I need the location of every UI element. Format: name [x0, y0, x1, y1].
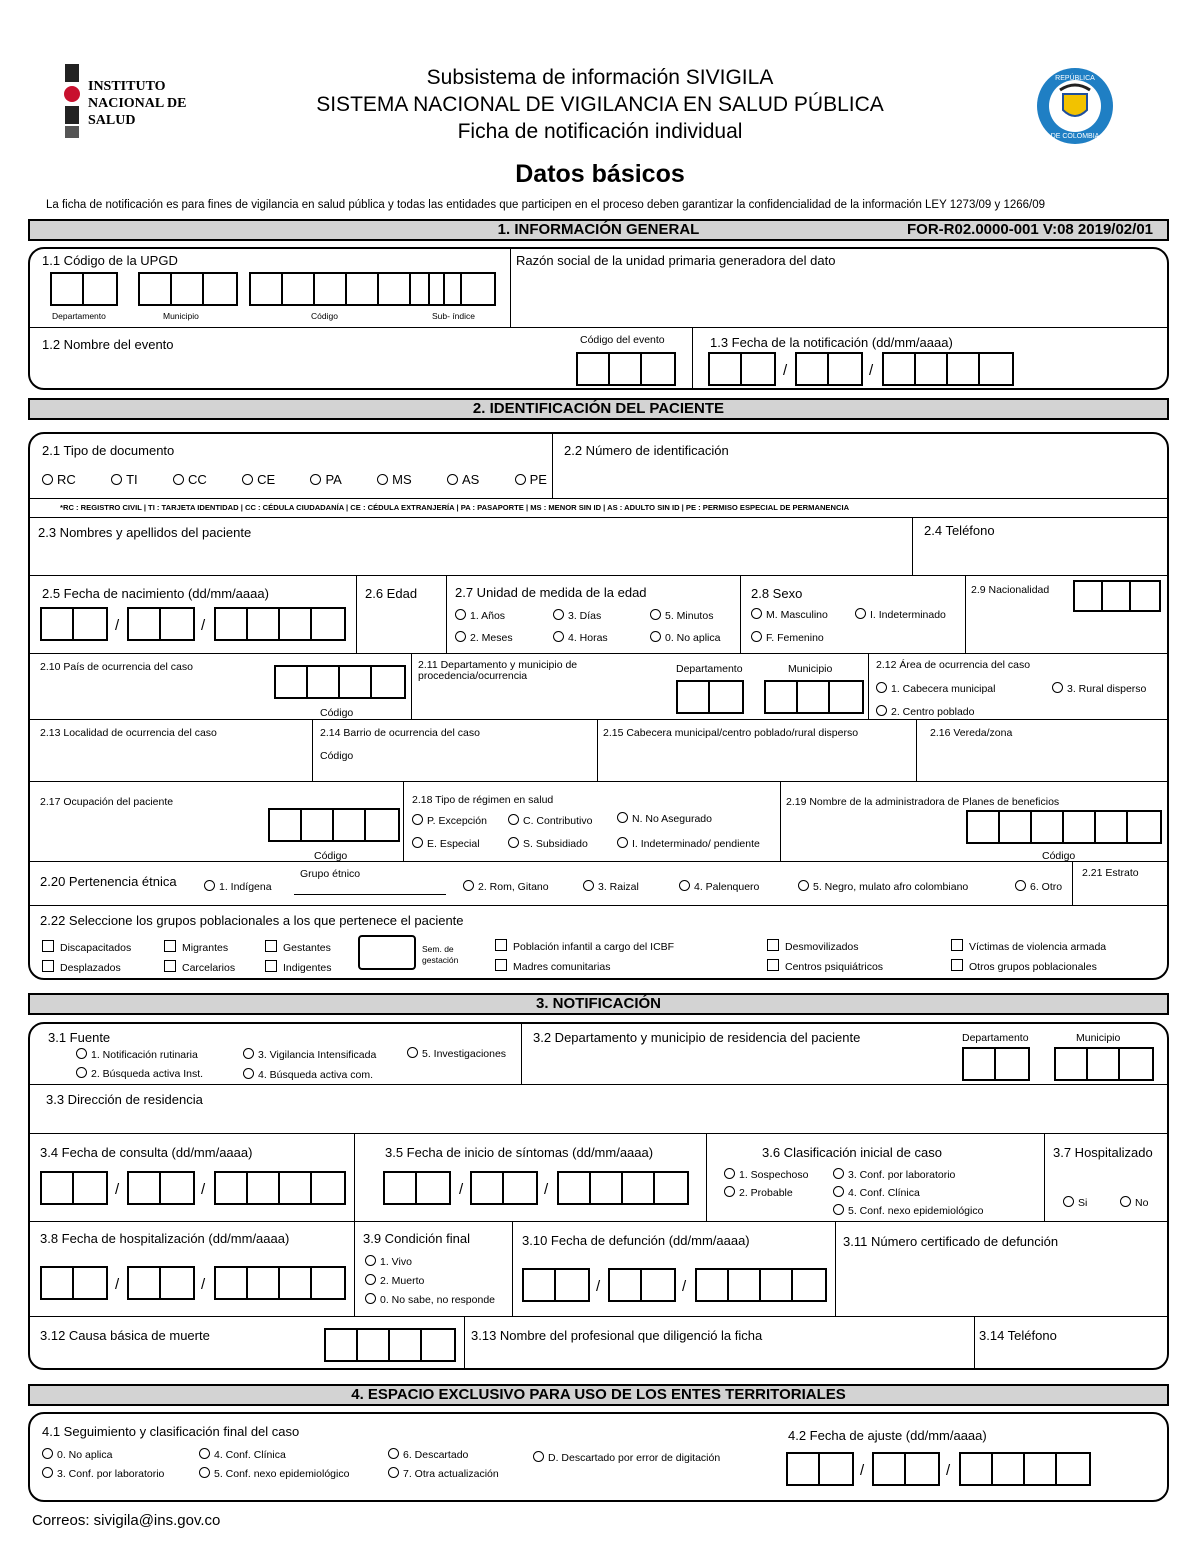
- upgd-code-boxes[interactable]: [249, 272, 445, 306]
- vereda-label: 2.16 Vereda/zona: [930, 727, 1013, 739]
- fnac-label: 2.5 Fecha de nacimiento (dd/mm/aaaa): [42, 586, 269, 601]
- footer-email[interactable]: Correos: sivigila@ins.gov.co: [32, 1512, 221, 1529]
- clasif-1[interactable]: 1. Sospechoso: [724, 1168, 808, 1181]
- localidad-label: 2.13 Localidad de ocurrencia del caso: [40, 727, 217, 739]
- area-centro[interactable]: 2. Centro poblado: [876, 705, 974, 718]
- area-cabecera[interactable]: 1. Cabecera municipal: [876, 682, 995, 695]
- fhosp-dd[interactable]: [40, 1266, 108, 1300]
- etnia-label: 2.20 Pertenencia étnica: [40, 874, 177, 889]
- fsint-aaaa[interactable]: [557, 1171, 689, 1205]
- tel-prof-label: 3.14 Teléfono: [979, 1328, 1057, 1343]
- fuente-label: 3.1 Fuente: [48, 1030, 111, 1045]
- fsint-dd[interactable]: [383, 1171, 451, 1205]
- cod-label: Código: [311, 311, 338, 321]
- regimen-n[interactable]: N. No Asegurado: [617, 812, 712, 825]
- ocup-codigo-label: Código: [314, 850, 348, 862]
- unidad-label: 2.7 Unidad de medida de la edad: [455, 585, 647, 600]
- etnia-indigena[interactable]: 1. Indígena: [204, 880, 272, 893]
- grupo-gestantes[interactable]: Gestantes: [265, 940, 331, 954]
- ocup-boxes[interactable]: [268, 808, 400, 842]
- grupo-victimas[interactable]: Víctimas de violencia armada: [951, 939, 1106, 953]
- semanas-label: Sem. de gestación: [422, 944, 459, 965]
- fuente-3[interactable]: 3. Vigilancia Intensificada: [243, 1048, 376, 1061]
- upgd-dep-boxes[interactable]: [50, 272, 118, 306]
- hosp-si[interactable]: Si: [1063, 1196, 1087, 1209]
- doc-as[interactable]: AS: [447, 472, 479, 487]
- upgd-sub-boxes[interactable]: [428, 272, 496, 306]
- section-1-band: [28, 219, 1169, 241]
- nac-label: 2.9 Nacionalidad: [971, 584, 1050, 596]
- num-id-label: 2.2 Número de identificación: [564, 443, 729, 458]
- unidad-minutos[interactable]: 5. Minutos: [650, 609, 713, 622]
- grupo-indigentes[interactable]: Indigentes: [265, 960, 331, 974]
- depres-mun-label: Municipio: [1076, 1032, 1121, 1044]
- admin-boxes[interactable]: [966, 810, 1162, 844]
- sexo-m[interactable]: M. Masculino: [751, 608, 828, 621]
- doc-ti[interactable]: TI: [111, 472, 138, 487]
- fcons-mm[interactable]: [127, 1171, 195, 1205]
- clasif-2[interactable]: 2. Probable: [724, 1186, 793, 1199]
- cond-muerto[interactable]: 2. Muerto: [365, 1274, 424, 1287]
- dir-label: 3.3 Dirección de residencia: [46, 1092, 203, 1107]
- seal-text-bottom: DE COLOMBIA: [1050, 133, 1100, 140]
- sexo-f[interactable]: F. Femenino: [751, 631, 824, 644]
- estrato-label: 2.21 Estrato: [1082, 867, 1139, 879]
- depmun-mun-boxes[interactable]: [764, 680, 864, 714]
- ins-name-3: SALUD: [88, 113, 136, 128]
- fecha-not-dd[interactable]: [708, 352, 776, 386]
- area-label: 2.12 Área de ocurrencia del caso: [876, 659, 1031, 671]
- depmun-label: 2.11 Departamento y municipio de procedencia/ocurrencia: [418, 659, 578, 682]
- cond-nosabe[interactable]: 0. No sabe, no responde: [365, 1293, 495, 1306]
- regimen-label: 2.18 Tipo de régimen en salud: [412, 794, 554, 806]
- seg-6[interactable]: 6. Descartado: [388, 1448, 468, 1461]
- hosp-label: 3.7 Hospitalizado: [1053, 1145, 1153, 1160]
- ins-logo: [62, 64, 192, 140]
- seg-label: 4.1 Seguimiento y clasificación final del caso: [42, 1424, 300, 1439]
- causa-boxes[interactable]: [324, 1328, 456, 1362]
- depres-mun-boxes[interactable]: [1054, 1047, 1154, 1081]
- clasif-5[interactable]: 5. Conf. nexo epidemiológico: [833, 1204, 983, 1217]
- grupo-icbf[interactable]: Población infantil a cargo del ICBF: [495, 939, 674, 953]
- unidad-meses[interactable]: 2. Meses: [455, 631, 513, 644]
- pais-label: 2.10 País de ocurrencia del caso: [40, 661, 193, 673]
- section-2-title: 2. IDENTIFICACIÓN DEL PACIENTE: [472, 400, 725, 417]
- fajuste-dd[interactable]: [786, 1452, 854, 1486]
- depres-label: 3.2 Departamento y municipio de residencia del paciente: [533, 1030, 861, 1045]
- ins-name-2: NACIONAL DE: [88, 96, 187, 111]
- unidad-dias[interactable]: 3. Días: [553, 609, 601, 622]
- fcons-aaaa[interactable]: [214, 1171, 346, 1205]
- prof-label: 3.13 Nombre del profesional que diligenció la ficha: [471, 1328, 763, 1343]
- grupos-label: 2.22 Seleccione los grupos poblacionales a los que pertenece el paciente: [40, 913, 464, 928]
- ocup-label: 2.17 Ocupación del paciente: [40, 796, 174, 808]
- fajuste-mm[interactable]: [872, 1452, 940, 1486]
- section-1-title: 1. INFORMACIÓN GENERAL: [497, 221, 700, 238]
- semanas-box[interactable]: [358, 935, 416, 970]
- fnac-mm[interactable]: [127, 607, 195, 641]
- subsystem-title: Subsistema de información SIVIGILA: [426, 66, 774, 89]
- etnia-raizal[interactable]: 3. Raizal: [583, 880, 639, 893]
- confidentiality-notice: La ficha de notificación es para fines de vigilancia en salud pública y todas las entidades que participen en el proceso deben garantizar la confidencialidad de la información LEY 1273/09 y 1266/09: [46, 199, 1046, 211]
- fuente-2[interactable]: 2. Búsqueda activa Inst.: [76, 1067, 203, 1080]
- cod-evento-label: Código del evento: [580, 334, 665, 346]
- section-4-band: [28, 1384, 1169, 1406]
- nac-boxes[interactable]: [1073, 580, 1161, 612]
- fuente-5[interactable]: 5. Investigaciones: [407, 1047, 506, 1060]
- regimen-c[interactable]: C. Contributivo: [508, 814, 592, 827]
- colombia-seal: [1030, 66, 1120, 146]
- cert-label: 3.11 Número certificado de defunción: [843, 1234, 1059, 1249]
- grupo-carcelarios[interactable]: Carcelarios: [164, 960, 235, 974]
- doc-cc[interactable]: CC: [173, 472, 207, 487]
- depmun-dep-label: Departamento: [676, 663, 743, 675]
- regimen-p[interactable]: P. Excepción: [412, 814, 487, 827]
- tipo-doc-label: 2.1 Tipo de documento: [42, 443, 175, 458]
- regimen-e[interactable]: E. Especial: [412, 837, 480, 850]
- clasif-label: 3.6 Clasificación inicial de caso: [762, 1145, 942, 1160]
- seg-3[interactable]: 3. Conf. por laboratorio: [42, 1467, 164, 1480]
- sub-label: Sub- índice: [432, 311, 475, 321]
- seg-0[interactable]: 0. No aplica: [42, 1448, 112, 1461]
- barrio-codigo-label: Código: [320, 750, 354, 762]
- fcons-label: 3.4 Fecha de consulta (dd/mm/aaaa): [40, 1145, 253, 1160]
- clasif-4[interactable]: 4. Conf. Clínica: [833, 1186, 920, 1199]
- fhosp-label: 3.8 Fecha de hospitalización (dd/mm/aaaa): [40, 1231, 290, 1246]
- cabecera-label: 2.15 Cabecera municipal/centro poblado/rural disperso: [603, 727, 859, 739]
- causa-label: 3.12 Causa básica de muerte: [40, 1328, 210, 1343]
- fnac-aaaa[interactable]: [214, 607, 346, 641]
- area-rural[interactable]: 3. Rural disperso: [1052, 682, 1146, 695]
- edad-label: 2.6 Edad: [365, 586, 418, 601]
- fecha-not-mm[interactable]: [795, 352, 863, 386]
- section-2-panel: [28, 432, 1169, 980]
- fhosp-aaaa[interactable]: [214, 1266, 346, 1300]
- etnia-palenquero[interactable]: 4. Palenquero: [679, 880, 759, 893]
- doc-pa[interactable]: PA: [310, 472, 341, 487]
- section-2-band: [28, 398, 1169, 420]
- dep-label: Departamento: [52, 311, 106, 321]
- fecha-not-label: 1.3 Fecha de la notificación (dd/mm/aaaa): [710, 335, 953, 350]
- doc-legend: *RC : REGISTRO CIVIL | TI : TARJETA IDENTIDAD | CC : CÉDULA CIUDADANÍA | CE : CÉDULA EXTRANJERÍA | PA : PASAPORTE | MS : MENOR SIN ID | AS : ADULTO SIN ID | PE : PERMISO ESPECIAL DE PERMANENCIA: [60, 503, 850, 512]
- seal-text-top: REPÚBLICA: [1055, 75, 1095, 82]
- doc-pe[interactable]: PE: [515, 472, 547, 487]
- unidad-horas[interactable]: 4. Horas: [553, 631, 608, 644]
- fdef-mm[interactable]: [608, 1268, 676, 1302]
- barrio-label: 2.14 Barrio de ocurrencia del caso: [320, 727, 480, 739]
- fsint-mm[interactable]: [470, 1171, 538, 1205]
- sexo-i[interactable]: I. Indeterminado: [855, 608, 946, 621]
- etnia-otro[interactable]: 6. Otro: [1015, 880, 1062, 893]
- etnia-negro[interactable]: 5. Negro, mulato afro colombiano: [798, 880, 968, 893]
- nombres-label: 2.3 Nombres y apellidos del paciente: [38, 525, 252, 540]
- grupo-discapacitados[interactable]: Discapacitados: [42, 940, 131, 954]
- seg-4[interactable]: 4. Conf. Clínica: [199, 1448, 286, 1461]
- doc-rc[interactable]: RC: [42, 472, 76, 487]
- tel-label: 2.4 Teléfono: [924, 523, 995, 538]
- doc-ms[interactable]: MS: [377, 472, 412, 487]
- grupo-migrantes[interactable]: Migrantes: [164, 940, 228, 954]
- grupo-madres[interactable]: Madres comunitarias: [495, 959, 610, 973]
- section-3-title: 3. NOTIFICACIÓN: [535, 995, 661, 1012]
- grupo-otros[interactable]: Otros grupos poblacionales: [951, 959, 1097, 973]
- fdef-label: 3.10 Fecha de defunción (dd/mm/aaaa): [522, 1233, 750, 1248]
- section-3-band: [28, 993, 1169, 1015]
- grupo-desplazados[interactable]: Desplazados: [42, 960, 121, 974]
- sexo-label: 2.8 Sexo: [751, 586, 803, 601]
- etnia-rom[interactable]: 2. Rom, Gitano: [463, 880, 549, 893]
- evento-code-boxes[interactable]: [576, 352, 676, 386]
- depmun-mun-label: Municipio: [788, 663, 833, 675]
- fhosp-mm[interactable]: [127, 1266, 195, 1300]
- fajuste-aaaa[interactable]: [959, 1452, 1091, 1486]
- form-code: FOR-R02.0000-001 V:08 2019/02/01: [907, 221, 1153, 238]
- cond-label: 3.9 Condición final: [363, 1231, 470, 1246]
- regimen-s[interactable]: S. Subsidiado: [508, 837, 588, 850]
- fnac-dd[interactable]: [40, 607, 108, 641]
- pais-codigo-label: Código: [320, 707, 354, 719]
- fuente-4[interactable]: 4. Búsqueda activa com.: [243, 1068, 373, 1081]
- upgd-mun-boxes[interactable]: [138, 272, 238, 306]
- unidad-anos[interactable]: 1. Años: [455, 609, 505, 622]
- cond-vivo[interactable]: 1. Vivo: [365, 1255, 412, 1268]
- grupo-etnico-label: Grupo étnico: [300, 868, 361, 880]
- admin-label: 2.19 Nombre de la administradora de Planes de beneficios: [786, 796, 1060, 808]
- fsint-label: 3.5 Fecha de inicio de síntomas (dd/mm/aaaa): [385, 1145, 654, 1160]
- depres-dep-boxes[interactable]: [962, 1047, 1030, 1081]
- fdef-aaaa[interactable]: [695, 1268, 827, 1302]
- ins-logo-icon: [62, 64, 84, 140]
- form-title: Ficha de notificación individual: [457, 120, 743, 143]
- fecha-not-aaaa[interactable]: [882, 352, 1014, 386]
- clasif-3[interactable]: 3. Conf. por laboratorio: [833, 1168, 955, 1181]
- seg-5[interactable]: 5. Conf. nexo epidemiológico: [199, 1467, 349, 1480]
- ins-name-1: INSTITUTO: [88, 79, 166, 94]
- fcons-dd[interactable]: [40, 1171, 108, 1205]
- razon-label: Razón social de la unidad primaria generadora del dato: [516, 253, 836, 268]
- depres-dep-label: Departamento: [962, 1032, 1029, 1044]
- seg-d[interactable]: D. Descartado por error de digitación: [533, 1451, 720, 1464]
- evento-label: 1.2 Nombre del evento: [42, 337, 174, 352]
- grupo-psiquiatricos[interactable]: Centros psiquiátricos: [767, 959, 883, 973]
- grupo-desmovilizados[interactable]: Desmovilizados: [767, 939, 859, 953]
- fdef-dd[interactable]: [522, 1268, 590, 1302]
- depmun-dep-boxes[interactable]: [676, 680, 744, 714]
- pais-boxes[interactable]: [274, 665, 406, 699]
- mun-label: Municipio: [163, 311, 199, 321]
- fajuste-label: 4.2 Fecha de ajuste (dd/mm/aaaa): [788, 1428, 987, 1443]
- admin-codigo-label: Código: [1042, 850, 1076, 862]
- seg-7[interactable]: 7. Otra actualización: [388, 1467, 499, 1480]
- section-4-title: 4. ESPACIO EXCLUSIVO PARA USO DE LOS ENTES TERRITORIALES: [351, 1386, 846, 1403]
- doc-ce[interactable]: CE: [242, 472, 275, 487]
- fuente-1[interactable]: 1. Notificación rutinaria: [76, 1048, 198, 1061]
- unidad-no-aplica[interactable]: 0. No aplica: [650, 631, 720, 644]
- page-title: Datos básicos: [515, 160, 685, 188]
- regimen-i[interactable]: I. Indeterminado/ pendiente: [617, 837, 760, 850]
- hosp-no[interactable]: No: [1120, 1196, 1148, 1209]
- upgd-label: 1.1 Código de la UPGD: [42, 253, 178, 268]
- system-title: SISTEMA NACIONAL DE VIGILANCIA EN SALUD PÚBLICA: [316, 93, 884, 116]
